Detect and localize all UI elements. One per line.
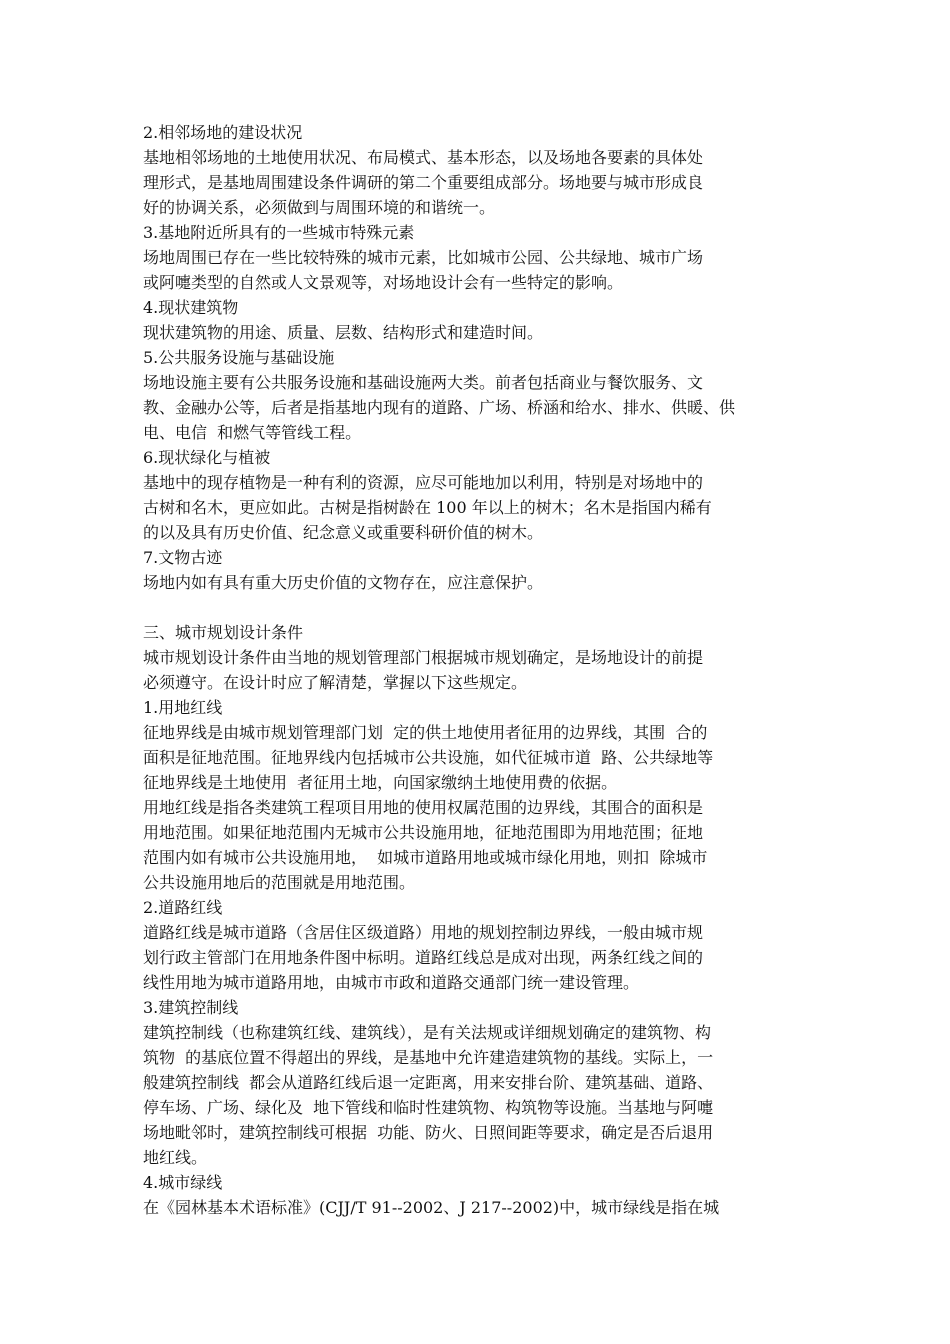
body-line: 用地红线是指各类建筑工程项目用地的使用权属范围的边界线，其围合的面积是 bbox=[143, 798, 704, 817]
chapter-heading: 三、城市规划设计条件 bbox=[143, 623, 304, 642]
section-heading: 6.现状绿化与植被 bbox=[143, 448, 271, 467]
section-heading: 3.基地附近所具有的一些城市特殊元素 bbox=[143, 223, 415, 242]
body-line: 征地界线是由城市规划管理部门划 定的供土地使用者征用的边界线，其围 合的 bbox=[143, 723, 708, 742]
body-line: 道路红线是城市道路（含居住区级道路）用地的规划控制边界线，一般由城市规 bbox=[143, 923, 704, 942]
section-4 bbox=[143, 295, 809, 345]
body-line: 好的协调关系，必须做到与周围环境的和谐统一。 bbox=[143, 198, 496, 217]
section-heading: 3.建筑控制线 bbox=[143, 998, 239, 1017]
body-line: 公共设施用地后的范围就是用地范围。 bbox=[143, 873, 416, 892]
body-line: 建筑控制线（也称建筑红线、建筑线），是有关法规或详细规划确定的建筑物、构 bbox=[143, 1023, 712, 1042]
body-line: 必须遵守。在设计时应了解清楚，掌握以下这些规定。 bbox=[143, 673, 528, 692]
body-line: 面积是征地范围。征地界线内包括城市公共设施，如代征城市道 路、公共绿地等 bbox=[143, 748, 714, 767]
section-heading: 1.用地红线 bbox=[143, 698, 223, 717]
section-green-line bbox=[143, 1170, 809, 1220]
chapter-3 bbox=[143, 620, 809, 695]
body-line: 般建筑控制线 都会从道路红线后退一定距离，用来安排台阶、建筑基础、道路、 bbox=[143, 1073, 714, 1092]
body-line: 场地内如有具有重大历史价值的文物存在，应注意保护。 bbox=[143, 573, 544, 592]
section-heading: 4.现状建筑物 bbox=[143, 298, 239, 317]
body-line: 场地设施主要有公共服务设施和基础设施两大类。前者包括商业与餐饮服务、文 bbox=[143, 373, 704, 392]
body-line: 场地周围已存在一些比较特殊的城市元素，比如城市公园、公共绿地、城市广场 bbox=[143, 248, 704, 267]
body-line: 用地范围。如果征地范围内无城市公共设施用地，征地范围即为用地范围；征地 bbox=[143, 823, 704, 842]
body-line: 现状建筑物的用途、质量、层数、结构形式和建造时间。 bbox=[143, 323, 544, 342]
body-line: 电、电信 和燃气等管线工程。 bbox=[143, 423, 362, 442]
section-6 bbox=[143, 445, 809, 545]
paragraph-gap bbox=[143, 595, 809, 620]
body-line: 划行政主管部门在用地条件图中标明。道路红线总是成对出现，两条红线之间的 bbox=[143, 948, 704, 967]
body-line: 基地相邻场地的土地使用状况、布局模式、基本形态，以及场地各要素的具体处 bbox=[143, 148, 704, 167]
body-line: 线性用地为城市道路用地，由城市市政和道路交通部门统一建设管理。 bbox=[143, 973, 640, 992]
body-line: 古树和名木，更应如此。古树是指树龄在 100 年以上的树木；名木是指国内稀有 bbox=[143, 498, 712, 517]
body-line: 筑物 的基底位置不得超出的界线，是基地中允许建造建筑物的基线。实际上，一 bbox=[143, 1048, 714, 1067]
section-red-line bbox=[143, 695, 809, 895]
body-line: 停车场、广场、绿化及 地下管线和临时性建筑物、构筑物等设施。当基地与阿嚏 bbox=[143, 1098, 714, 1117]
section-heading: 5.公共服务设施与基础设施 bbox=[143, 348, 335, 367]
section-2 bbox=[143, 120, 809, 220]
body-line: 基地中的现存植物是一种有利的资源，应尽可能地加以利用，特别是对场地中的 bbox=[143, 473, 704, 492]
section-heading: 2.相邻场地的建设状况 bbox=[143, 123, 303, 142]
body-line: 理形式，是基地周围建设条件调研的第二个重要组成部分。场地要与城市形成良 bbox=[143, 173, 704, 192]
section-heading: 7.文物古迹 bbox=[143, 548, 223, 567]
body-line: 范围内如有城市公共设施用地， 如城市道路用地或城市绿化用地，则扣 除城市 bbox=[143, 848, 708, 867]
section-3 bbox=[143, 220, 809, 295]
body-line: 地红线。 bbox=[143, 1148, 208, 1167]
body-line: 场地毗邻时，建筑控制线可根据 功能、防火、日照间距等要求，确定是否后退用 bbox=[143, 1123, 714, 1142]
section-heading: 4.城市绿线 bbox=[143, 1173, 223, 1192]
section-building-control-line bbox=[143, 995, 809, 1170]
body-line: 教、金融办公等，后者是指基地内现有的道路、广场、桥涵和给水、排水、供暖、供 bbox=[143, 398, 736, 417]
section-5 bbox=[143, 345, 809, 445]
document-page bbox=[143, 120, 809, 1220]
section-road-red-line bbox=[143, 895, 809, 995]
body-line: 的以及具有历史价值、纪念意义或重要科研价值的树木。 bbox=[143, 523, 544, 542]
body-line: 征地界线是土地使用 者征用土地，向国家缴纳土地使用费的依据。 bbox=[143, 773, 618, 792]
body-line: 在《园林基本术语标准》(CJJ/T 91--2002、J 217--2002)中，城市绿线是指在城 bbox=[143, 1198, 720, 1217]
section-heading: 2.道路红线 bbox=[143, 898, 223, 917]
body-line: 城市规划设计条件由当地的规划管理部门根据城市规划确定，是场地设计的前提 bbox=[143, 648, 704, 667]
body-line: 或阿嚏类型的自然或人文景观等，对场地设计会有一些特定的影响。 bbox=[143, 273, 624, 292]
section-7 bbox=[143, 545, 809, 595]
